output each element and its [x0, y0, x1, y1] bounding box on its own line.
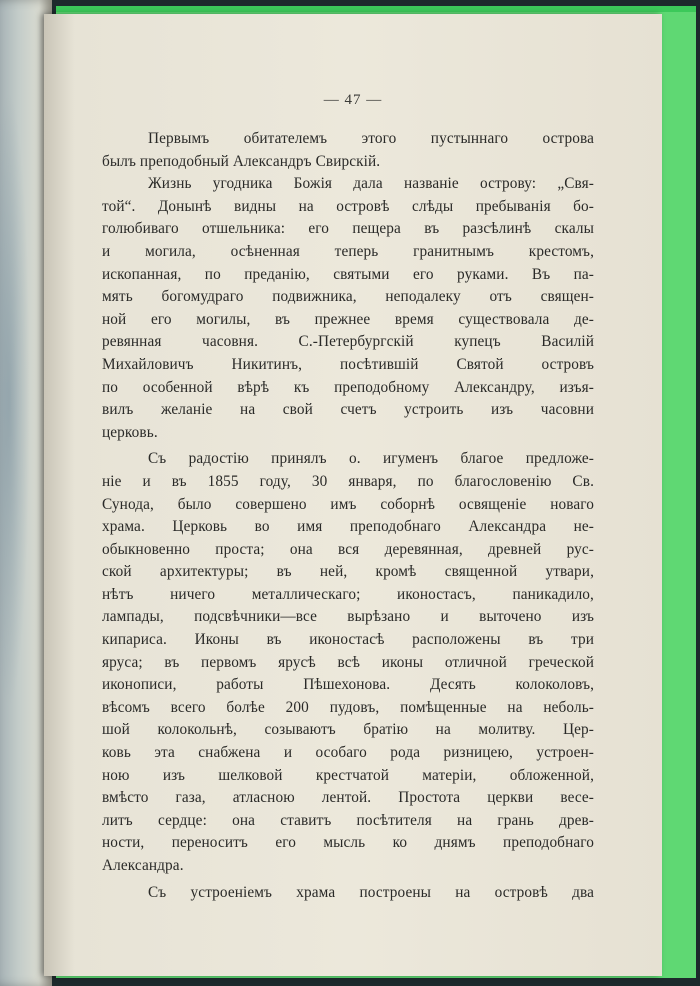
body-text: [102, 128, 594, 904]
text-line: мять богомудраго подвижника, неподалеку отъ священ-: [102, 288, 594, 306]
text-line: ревянная часовня. С.-Петербургскій купецъ Василій: [102, 333, 594, 351]
text-line: голюбиваго отшельника: его пещера въ разсѣлинѣ скалы: [102, 220, 594, 238]
text-line: ископанная, по преданію, святыми его руками. Въ па-: [102, 265, 594, 283]
text-line: обыкновенно проста; она вся деревянная, древней рус-: [102, 540, 594, 558]
text-line: кипариса. Иконы въ иконостасѣ расположены въ три: [102, 631, 594, 649]
text-line: храма. Церковь во имя преподобнаго Александра не-: [102, 518, 594, 536]
text-line: церковь.: [102, 423, 158, 441]
text-line: по особенной вѣрѣ къ преподобному Александру, изъя-: [102, 378, 594, 396]
text-line: ною изъ шелковой крестчатой матеріи, обложенной,: [102, 766, 594, 784]
book-page: [44, 14, 662, 976]
text-line: Михайловичъ Никитинъ, посѣтившій Святой островъ: [102, 355, 594, 373]
text-line: ніе и въ 1855 году, 30 января, по благословенію Св.: [102, 472, 594, 490]
text-line: ности, переноситъ его мысль ко днямъ преподобнаго: [102, 834, 594, 852]
text-line: литъ сердце: она ставитъ посѣтителя на грань древ-: [102, 811, 594, 829]
paragraph: [102, 128, 594, 173]
paragraph: [102, 448, 594, 877]
text-line: лампады, подсвѣчники—все вырѣзано и выточено изъ: [102, 608, 594, 626]
paragraph: [102, 173, 594, 444]
text-line: той“. Донынѣ видны на островѣ слѣды пребыванія бо-: [102, 197, 594, 215]
text-line: вмѣсто газа, атласною лентой. Простота церкви весе-: [102, 789, 594, 807]
text-line: вѣсомъ всего болѣе 200 пудовъ, помѣщенные на неболь-: [102, 698, 594, 716]
text-line: вилъ желаніе на свой счетъ устроить изъ часовни: [102, 401, 594, 419]
text-line: былъ преподобный Александръ Свирскій.: [102, 152, 381, 170]
text-line: ной его могилы, въ прежнее время существовала де-: [102, 310, 594, 328]
text-line: Съ устроеніемъ храма построены на островѣ два: [148, 883, 594, 901]
paragraph: [102, 882, 594, 905]
text-line: ковь эта снабжена и особаго рода ризницею, устроен-: [102, 744, 594, 762]
page-number: — 47 —: [323, 92, 383, 108]
text-line: ской архитектуры; въ ней, кромѣ священной утвари,: [102, 563, 594, 581]
text-line: Жизнь угодника Божія дала названіе острову: „Свя-: [148, 175, 594, 193]
text-line: и могила, осѣненная теперь гранитнымъ крестомъ,: [102, 242, 594, 260]
text-line: Съ радостію принялъ о. игуменъ благое предложе-: [148, 450, 594, 468]
text-line: шой колокольнѣ, созываютъ братію на молитву. Цер-: [102, 721, 594, 739]
text-line: Первымъ обитателемъ этого пустыннаго острова: [148, 130, 594, 147]
text-line: нѣтъ ничего металлическаго; иконостасъ, паникадило,: [102, 585, 594, 603]
text-line: Александра.: [102, 857, 184, 874]
text-line: иконописи, работы Пѣшехонова. Десять колоколовъ,: [102, 676, 594, 694]
text-line: яруса; въ первомъ ярусѣ всѣ иконы отличной греческой: [102, 653, 594, 671]
text-line: Сунода, было совершено имъ соборнѣ освященіе новаго: [102, 495, 594, 513]
